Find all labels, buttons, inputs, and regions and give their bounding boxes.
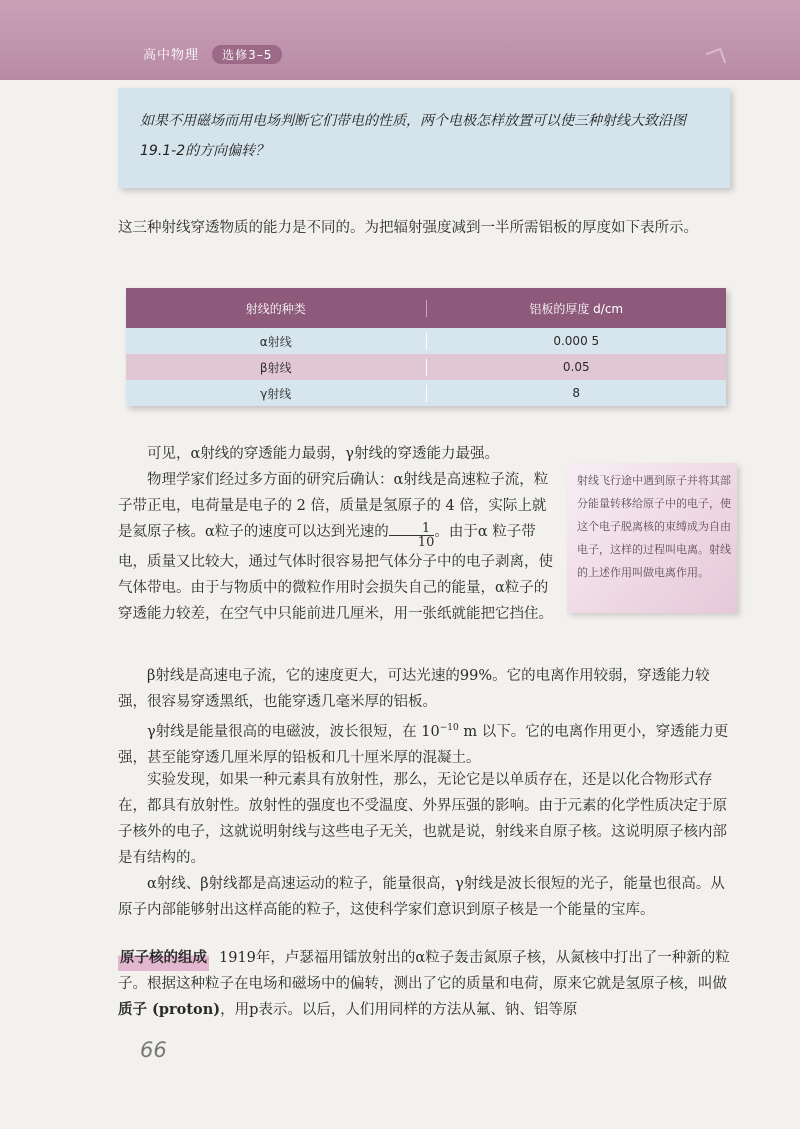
paragraph-p4	[118, 715, 730, 771]
p4-superscript: −10	[439, 723, 459, 733]
p7-text-b: ，用p表示。以后，人们用同样的方法从氟、钠、铝等原	[220, 1002, 578, 1018]
volume-tag: 选修3–5	[212, 45, 282, 64]
fraction-numerator: 1	[389, 522, 435, 536]
question-text: 如果不用磁场而用电场判断它们带电的性质，两个电极怎样放置可以使三种射线大致沿图19.1-2的方向偏转？	[140, 113, 686, 159]
intro-paragraph: 这三种射线穿透物质的能力是不同的。为把辐射强度减到一半所需铝板的厚度如下表所示。	[118, 220, 698, 236]
paragraph-p5: 实验发现，如果一种元素具有放射性，那么，无论它是以单质存在，还是以化合物形式存在，都具有放射性。放射性的强度也不受温度、外界压强的影响。由于元素的化学性质决定于原子核外的电子，这就说明射线与这些电子无关，也就是说，射线来自原子核。这说明原子核内部是有结构的。	[118, 772, 727, 866]
page-header	[0, 0, 800, 80]
table-header-cell: 射线的种类	[126, 300, 427, 317]
paragraph-p1: 可见，α射线的穿透能力最弱，γ射线的穿透能力最强。	[147, 446, 499, 462]
table-cell-type: γ射线	[126, 385, 427, 402]
table-header-cell: 铝板的厚度 d/cm	[529, 301, 624, 316]
running-header	[143, 44, 282, 64]
table-cell-value: 0.05	[562, 360, 590, 374]
table-cell-value: 8	[572, 386, 581, 400]
sidebar-note-text: 射线飞行途中遇到原子并将其部分能量转移给原子中的电子，使这个电子脱离核的束缚成为自由电子，这样的过程叫电离。射线的上述作用叫做电离作用。	[577, 474, 731, 579]
table-row	[126, 328, 726, 354]
p7-text-a: 1919年，卢瑟福用镭放射出的α粒子轰击氮原子核，从氮核中打出了一种新的粒子。根据这种粒子在电场和磁场中的偏转，测出了它的质量和电荷，原来它就是氢原子核，叫做	[118, 950, 730, 992]
proton-term: 质子 (proton)	[118, 1001, 221, 1018]
table-row	[126, 354, 726, 380]
page-number: 66	[140, 1038, 167, 1062]
fraction-denominator: 10	[417, 535, 435, 550]
table-header-row	[126, 288, 726, 328]
paragraph-p2	[118, 467, 558, 627]
book-title: 高中物理	[143, 48, 200, 63]
decorative-mark-icon	[706, 48, 727, 69]
table-cell-type: α射线	[126, 333, 427, 350]
p2-text-c: 由于α 粒子带电，质量又比较大，通过气体时很容易把气体分子中的电子剥离，使气体带电。由于与物质中的微粒作用时会损失自己的能量，α粒子的穿透能力较差，在空气中只能前进几厘米，用一张纸就能把它挡住。	[118, 524, 553, 622]
paragraph-p3: β射线是高速电子流，它的速度更大，可达光速的99%。它的电离作用较弱，穿透能力较强，很容易穿透黑纸，也能穿透几毫米厚的铝板。	[118, 668, 710, 710]
question-box	[118, 88, 730, 188]
table-cell-type: β射线	[126, 359, 427, 376]
table-cell-value: 0.000 5	[553, 334, 600, 348]
paragraph-p6: α射线、β射线都是高速运动的粒子，能量很高，γ射线是波长很短的光子，能量也很高。从原子内部能够射出这样高能的粒子，这使科学家们意识到原子核是一个能量的宝库。	[118, 876, 725, 918]
sidebar-note	[567, 463, 737, 613]
p4-text-a: γ射线是能量很高的电磁波，波长很短，在 10	[147, 723, 440, 740]
p2-text-a: 物理学家们经过多方面的研究后确认：α射线是高速粒子流，粒子带正电，电荷量是电子的 2 倍，质量是氢原子的 4 倍，实际上就是氦原子核。α粒子的速度可以达到光速的	[118, 472, 549, 540]
paragraph-p7	[118, 945, 730, 1023]
section-heading: 原子核的组成	[118, 945, 209, 971]
p4-text-b: m 以下。它的电离作用更小，穿透能力更强，甚至能穿透几厘米厚的铅板和几十厘米厚的混凝土。	[118, 723, 729, 766]
table-row	[126, 380, 726, 406]
fraction-one-tenth	[389, 522, 435, 549]
penetration-table	[126, 288, 726, 406]
p2-text-b: 。	[434, 524, 449, 540]
